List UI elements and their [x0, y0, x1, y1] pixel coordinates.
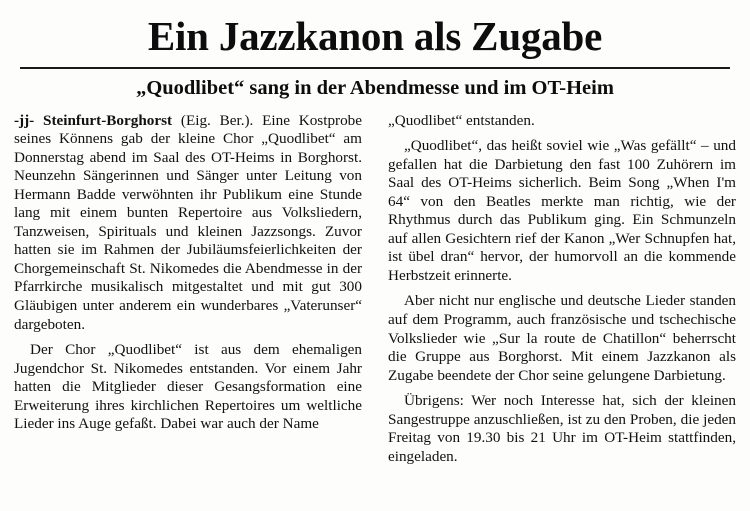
paragraph: Aber nicht nur englische und deutsche Lieder standen auf dem Programm, auch französische und tschechische Volkslieder wie „Sur la route de Chatillon“ beherrscht die Gruppe aus Borghorst. Mit einem Jazzkanon als Zugabe beendete der Chor seine gelungene Darbietung. — [388, 292, 736, 384]
column-left — [14, 112, 362, 467]
header-divider — [20, 67, 730, 69]
paragraph-continuation: „Quodlibet“ entstanden. — [388, 111, 535, 129]
paragraph: „Quodlibet“, das heißt soviel wie „Was gefällt“ – und gefallen hat die Darbietung den fast 100 Zuhörern im Saal des OT-Heims sicherlich. Beim Song „When I'm 64“ von den Beatles merkte man richtig, wie der Rhythmus durch das Publikum ging. Ein Schmunzeln auf allen Gesichtern rief der Kanon „Wer Schnupfen hat, ist übel dran“ hervor, der humorvoll an die kommende Herbstzeit erinnerte. — [388, 137, 736, 284]
placeline: Steinfurt-Borghorst — [43, 111, 173, 129]
paragraph-text: Eine Kostprobe seines Könnens gab der kleine Chor „Quodlibet“ am Donnerstag abend im Saal des OT-Heims in Borghorst. Neunzehn Sängerinnen und Sänger unter Leitung von Hermann Badde verwöhnten ihr Publikum eine Stunde lang mit einem bunten Repertoire aus Volksliedern, Tanzweisen, Spirituals und kleinen Jazzsongs. Zuvor hatten sie im Rahmen der Jubiläumsfeierlichkeiten der Chorgemeinschaft St. Nikomedes die Abendmesse in der Pfarrkirche musikalisch mitgestaltet und mit gut 300 Gläubigen unter anderem ein wunderbares „Vaterunser“ dargeboten. — [14, 111, 363, 333]
paragraph: Der Chor „Quodlibet“ ist aus dem ehemaligen Jugendchor St. Nikomedes entstanden. Vor einem Jahr hatten die Mitglieder dieser Gesangsformation eine Erweiterung ihres kirchlichen Repertoires um weltliche Lieder ins Auge gefaßt. Dabei war auch der Name — [14, 341, 362, 433]
paragraph: Übrigens: Wer noch Interesse hat, sich der kleinen Sangestruppe anzuschließen, ist zu den Proben, die jeden Freitag von 19.30 bis 21 Uhr im OT-Heim stattfinden, eingeladen. — [388, 392, 736, 465]
byline: -jj- — [14, 111, 35, 129]
article-subheadline: „Quodlibet“ sang in der Abendmesse und im OT-Heim — [136, 77, 614, 99]
column-right — [388, 112, 736, 467]
source-note: (Eig. Ber.). — [180, 111, 254, 129]
article-body — [14, 112, 736, 467]
page-title: Ein Jazzkanon als Zugabe — [147, 13, 603, 59]
paragraph-lead — [14, 112, 362, 335]
